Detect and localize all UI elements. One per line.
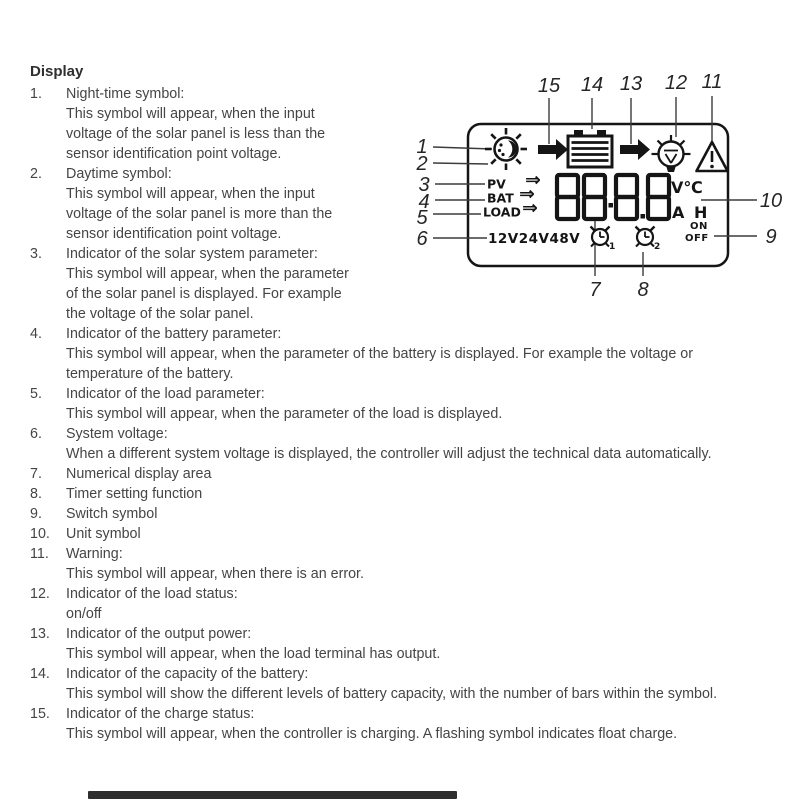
list-item-desc-line: sensor identification point voltage. (66, 226, 282, 242)
decimal-point-icon (609, 203, 614, 208)
list-item-title: Switch symbol (66, 506, 158, 522)
list-item-title: Timer setting function (66, 486, 203, 502)
list-item (30, 464, 775, 484)
list-item-body (66, 384, 775, 424)
list-item-body (66, 664, 775, 704)
list-item (30, 504, 775, 524)
list-item-body (66, 504, 775, 524)
unit-volt-celsius: V℃ (671, 178, 703, 197)
list-item-number: 8. (30, 486, 42, 502)
list-item (30, 664, 775, 704)
svg-text:⇒: ⇒ (522, 197, 538, 219)
decimal-point-icon (641, 214, 646, 219)
callout-7: 7 (589, 279, 601, 301)
callout-15: 15 (537, 75, 561, 97)
battery-capacity-icon (568, 130, 612, 167)
list-item-desc-line: This symbol will appear, when there is an error. (66, 566, 364, 582)
list-item-title: Indicator of the load parameter: (66, 386, 265, 402)
pv-label: PV (487, 176, 506, 192)
list-item-body (66, 704, 775, 744)
callout-11: 11 (701, 71, 723, 93)
list-item-desc-line: voltage of the solar panel is more than the (66, 206, 333, 222)
list-item-number: 1. (30, 86, 42, 102)
callout-2: 2 (416, 153, 428, 175)
list-item-body (66, 584, 775, 624)
list-item-number: 12. (30, 586, 50, 602)
svg-text:⇒: ⇒ (525, 169, 541, 191)
list-item-title: Indicator of the capacity of the battery: (66, 666, 309, 682)
list-item-desc-line: This symbol will appear, when the parameter (66, 266, 349, 282)
list-item-body (66, 524, 775, 544)
list-item-body (66, 624, 775, 664)
switch-off-label: OFF (685, 233, 709, 244)
list-item (30, 384, 775, 424)
callout-12: 12 (664, 72, 688, 94)
list-item-title: Night-time symbol: (66, 86, 185, 102)
list-item (30, 484, 775, 504)
list-item (30, 524, 775, 544)
callout-6: 6 (416, 228, 428, 250)
timer1-subscript: 1 (609, 242, 616, 252)
list-item-title: Daytime symbol: (66, 166, 172, 182)
svg-text:⇒: ⇒ (519, 183, 535, 205)
list-item (30, 624, 775, 664)
list-item-title: Numerical display area (66, 466, 212, 482)
list-item-number: 5. (30, 386, 42, 402)
list-item-number: 7. (30, 466, 42, 482)
bat-label: BAT (487, 190, 514, 206)
list-item (30, 544, 775, 584)
load-label: LOAD (483, 204, 521, 220)
list-item-number: 15. (30, 706, 50, 722)
list-item-desc-line: This symbol will show the different levels of battery capacity, with the number of bars within the symbol. (66, 686, 718, 702)
lcd-diagram (405, 62, 800, 312)
callout-10: 10 (759, 190, 783, 212)
section-heading: Display (30, 63, 84, 80)
list-item-title: Indicator of the charge status: (66, 706, 255, 722)
list-item-number: 10. (30, 526, 50, 542)
list-item-title: Indicator of the battery parameter: (66, 326, 282, 342)
list-item-desc-line: voltage of the solar panel is less than the (66, 126, 326, 142)
sun-moon-icon (485, 128, 527, 170)
list-item-number: 9. (30, 506, 42, 522)
list-item-body (66, 464, 775, 484)
list-item-desc-line: This symbol will appear, when the controller is charging. A flashing symbol indicates float charge. (66, 726, 678, 742)
list-item-desc-line: This symbol will appear, when the parameter of the battery is displayed. For example the voltage or (66, 346, 693, 362)
callout-4: 4 (418, 191, 430, 213)
list-item-desc-line: sensor identification point voltage. (66, 146, 282, 162)
list-item-number: 14. (30, 666, 50, 682)
list-item-number: 13. (30, 626, 50, 642)
list-item-desc-line: the voltage of the solar panel. (66, 306, 254, 322)
callout-9: 9 (765, 226, 777, 248)
list-item-title: System voltage: (66, 426, 168, 442)
lcd-diagram-svg (405, 62, 800, 312)
system-voltage-label: 12V24V48V (488, 231, 581, 247)
list-item (30, 584, 775, 624)
list-item-desc-line: temperature of the battery. (66, 366, 234, 382)
list-item-desc-line: of the solar panel is displayed. For example (66, 286, 342, 302)
list-item-number: 2. (30, 166, 42, 182)
list-item-title: Warning: (66, 546, 123, 562)
list-item-number: 4. (30, 326, 42, 342)
list-item-title: Indicator of the output power: (66, 626, 252, 642)
list-item-desc-line: This symbol will appear, when the input (66, 186, 315, 202)
callout-5: 5 (416, 207, 428, 229)
list-item-title: Unit symbol (66, 526, 141, 542)
list-item-body (66, 544, 775, 584)
list-item-desc-line: This symbol will appear, when the parameter of the load is displayed. (66, 406, 503, 422)
list-item-body (66, 484, 775, 504)
list-item-desc-line: This symbol will appear, when the input (66, 106, 315, 122)
list-item-number: 6. (30, 426, 42, 442)
callout-13: 13 (619, 73, 643, 95)
list-item (30, 424, 775, 464)
cropped-next-section-bar (88, 791, 457, 799)
callout-1: 1 (416, 136, 428, 158)
list-item-number: 3. (30, 246, 42, 262)
list-item-title: Indicator of the solar system parameter: (66, 246, 318, 262)
list-item-body (66, 424, 775, 464)
list-item (30, 704, 775, 744)
callout-8: 8 (637, 279, 649, 301)
timer2-subscript: 2 (654, 242, 661, 252)
list-item-body (66, 324, 775, 384)
callout-14: 14 (580, 74, 604, 96)
switch-on-label: ON (690, 221, 708, 232)
list-item (30, 324, 775, 384)
list-item-title: Indicator of the load status: (66, 586, 238, 602)
list-item-desc-line: When a different system voltage is displayed, the controller will adjust the technical data automatically. (66, 446, 712, 462)
list-item-desc-line: on/off (66, 606, 102, 622)
list-item-number: 11. (30, 546, 49, 562)
list-item-desc-line: This symbol will appear, when the load terminal has output. (66, 646, 441, 662)
unit-amp-hour: A H (672, 203, 710, 222)
callout-3: 3 (418, 174, 430, 196)
